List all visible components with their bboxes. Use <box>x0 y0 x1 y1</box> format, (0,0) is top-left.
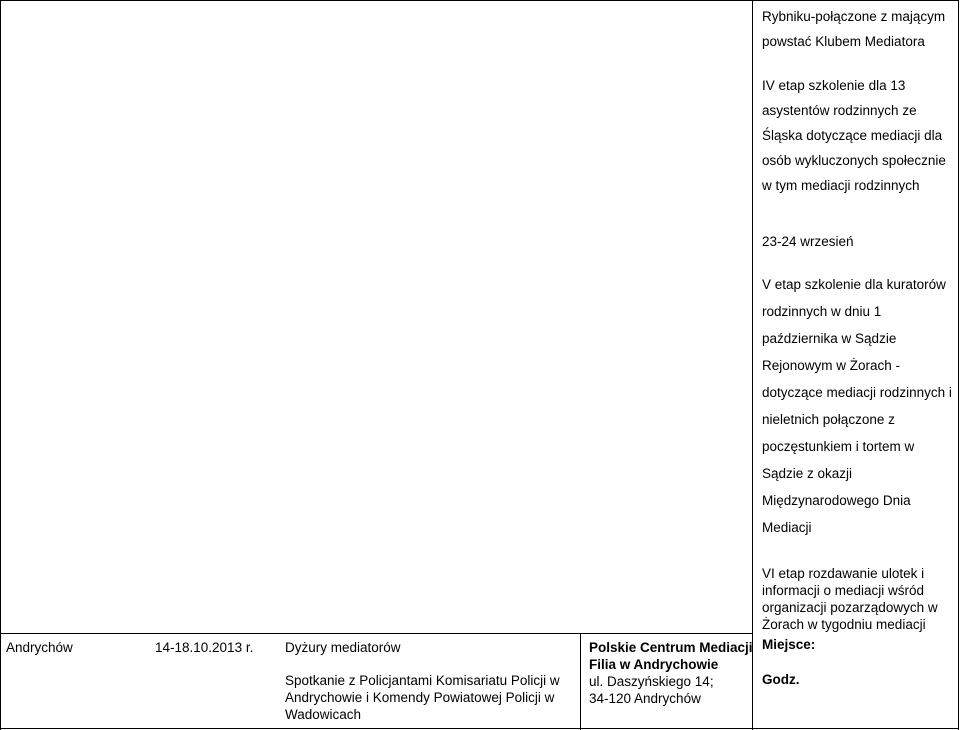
org-name-line: Polskie Centrum Mediacji <box>589 640 753 655</box>
text-line: nieletnich połączone z <box>762 412 895 427</box>
event-title: Dyżury mediatorów <box>285 640 401 655</box>
notes-line: VI etap rozdawanie ulotek i <box>762 566 925 581</box>
text-line: dotyczące mediacji rodzinnych i <box>762 385 952 400</box>
text-line: października w Sądzie <box>762 331 897 346</box>
col-divider-org <box>580 633 581 730</box>
row-divider <box>0 633 753 634</box>
text-line: Międzynarodowego Dnia <box>762 493 911 508</box>
notes-line: organizacji pozarządowych w <box>762 600 938 615</box>
table-left-border <box>0 0 1 730</box>
notes-line: informacji o mediacji wśród <box>762 583 925 598</box>
table-bottom-border <box>0 728 959 729</box>
top-paragraph-1 <box>762 4 945 54</box>
notes-line: Żorach w tygodniu mediacji <box>762 617 926 632</box>
org-name-line: Filia w Andrychowie <box>589 657 719 672</box>
top-paragraph-2 <box>762 73 946 198</box>
text-line: Rybniku-połączone z mającym <box>762 9 946 24</box>
event-desc-line: Wadowicach <box>285 707 362 722</box>
event-desc-line: Andrychowie i Komendy Powiatowej Policji w <box>285 690 555 705</box>
notes-cell <box>762 565 938 688</box>
table-right-border <box>958 0 959 730</box>
org-address-line: 34-120 Andrychów <box>589 691 701 706</box>
event-cell <box>285 639 560 723</box>
text-line: 23-24 wrzesień <box>762 234 854 249</box>
organizer-cell <box>589 639 753 707</box>
text-line: IV etap szkolenie dla 13 <box>762 78 906 93</box>
city-cell: Andrychów <box>6 640 73 655</box>
text-line: rodzinnych w dniu 1 <box>762 304 882 319</box>
text-line: powstać Klubem Mediatora <box>762 34 925 49</box>
text-line: poczęstunkiem i tortem w <box>762 439 915 454</box>
col-divider-notes <box>752 0 753 730</box>
text-line: Mediacji <box>762 520 812 535</box>
notes-time-label: Godz. <box>762 672 800 687</box>
text-line: osób wykluczonych społecznie <box>762 153 946 168</box>
text-line: V etap szkolenie dla kuratorów <box>762 277 946 292</box>
text-line: w tym mediacji rodzinnych <box>762 178 920 193</box>
notes-place-label: Miejsce: <box>762 637 816 652</box>
org-address-line: ul. Daszyńskiego 14; <box>589 674 714 689</box>
table-top-border <box>0 0 959 1</box>
text-line: Rejonowym w Żorach - <box>762 358 901 373</box>
event-desc-line: Spotkanie z Policjantami Komisariatu Policji w <box>285 673 560 688</box>
top-paragraph-3 <box>762 229 854 254</box>
date-cell: 14-18.10.2013 r. <box>155 640 254 655</box>
text-line: Sądzie z okazji <box>762 466 853 481</box>
text-line: asystentów rodzinnych ze <box>762 103 917 118</box>
text-line: Śląska dotyczące mediacji dla <box>762 128 943 143</box>
top-paragraph-4 <box>762 271 952 541</box>
